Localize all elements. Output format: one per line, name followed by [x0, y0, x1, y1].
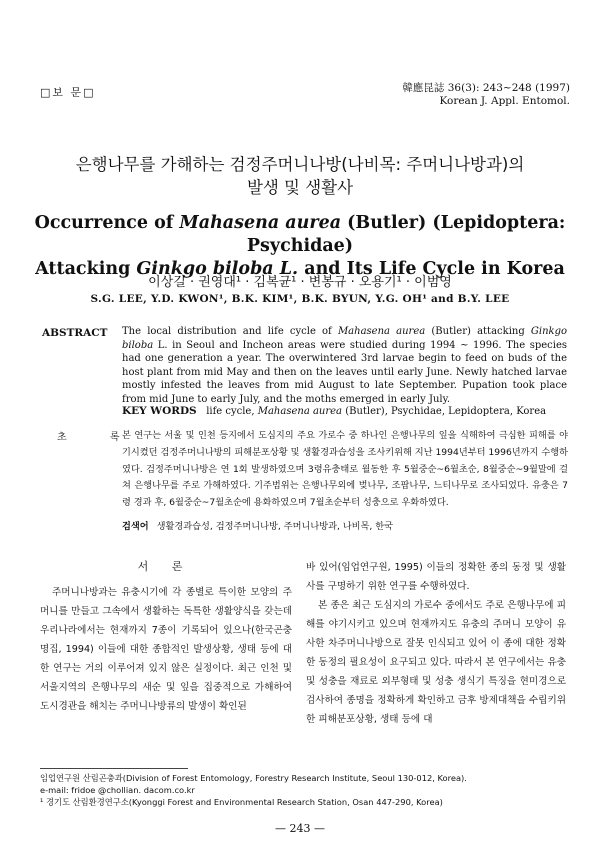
korean-title: [0, 153, 600, 199]
body-left-column: [40, 583, 292, 716]
journal-citation-line1: 韓應昆誌 36(3): 243~248 (1997): [402, 82, 570, 94]
keywords: KEY WORDS life cycle, Mahasena aurea (Butler), Psychidae, Lepidoptera, Korea: [122, 405, 547, 417]
english-title-line2: Attacking Ginkgo biloba L. and Its Life Cycle in Korea: [35, 259, 565, 279]
footnote-divider: [40, 768, 188, 769]
body-paragraph: 바 있어(임업연구원, 1995) 이들의 정확한 종의 동정 및 생활사를 구명하기 위한 연구를 수행하였다.: [306, 562, 566, 592]
korean-abstract-text: 본 연구는 서울 및 인천 등지에서 도심지의 주요 가로수 중 하나인 은행나무의 잎을 식해하여 극심한 피해를 야기시켰던 검정주머니나방의 피해분포상황 및 생활경과습성을 조사키위해 지난 1994년부터 1996년까지 수행하였다. 검정주머니나방은 연 1회 발생하였으며 3령유충태로 월동한 후 5월중순~6월초순, 8월중순~9월말에 걸쳐 은행나무를 주로 가해하였다. 기주범위는 은행나무외에 벚나무, 조팝나무, 느티나무로 조사되었다. 유충은 7령 경과 후, 6월중순~7월초순에 용화하였으며 7월초순부터 성충으로 우화하였다.: [122, 430, 568, 509]
abstract-label: ABSTRACT: [42, 327, 108, 339]
page-number: — 243 —: [275, 822, 325, 835]
korean-title-line1: 은행나무를 가해하는 검정주머니나방(나비목: 주머니나방과)의: [75, 155, 525, 174]
footnote-affiliation: 임업연구원 산림곤충과(Division of Forest Entomology, Forestry Research Institute, Seoul 130-012, Korea).: [40, 773, 467, 783]
body-right-column: [306, 558, 566, 729]
footnote-affiliation-2: ¹ 경기도 산림환경연구소(Kyonggi Forest and Environmental Research Station, Osan 447-290, Korea): [40, 797, 443, 807]
korean-keywords: 검색어 생활경과습성, 검정주머니나방, 주머니나방과, 나비목, 한국: [122, 521, 394, 532]
body-paragraph: 주머니나방과는 유충시기에 각 종별로 특이한 모양의 주머니를 만들고 그속에서 생활하는 독특한 생활양식을 갖는데 우리나라에서는 현재까지 7종이 기록되어 있으나(한국곤충명집, 1994) 이들에 대한 종합적인 발생상황, 생태 등에 대한 연구는 거의 이루어져 있지 않은 실정이다. 최근 인천 및 서울지역의 은행나무의 새순 및 잎을 집중적으로 가해하여 도시경관을 해치는 주머니나방류의 발생이 확인된: [40, 587, 292, 712]
korean-authors: 이상길 · 권영대¹ · 김복균¹ · 변봉규 · 오용기¹ · 이범영: [148, 275, 452, 290]
english-authors: S.G. LEE, Y.D. KWON¹, B.K. KIM¹, B.K. BYUN, Y.G. OH¹ and B.Y. LEE: [90, 293, 510, 305]
footnote-email: e-mail: fridoe @chollian. dacom.co.kr: [40, 785, 195, 795]
korean-title-line2: 발생 및 생활사: [246, 178, 354, 197]
article-type-label: □보 문□: [40, 86, 96, 99]
korean-abstract-label: 초 록: [57, 432, 140, 443]
section-heading-introduction: 서 론: [137, 560, 193, 573]
footnotes: [40, 772, 565, 808]
journal-citation-line2: Korean J. Appl. Entomol.: [439, 95, 570, 107]
korean-keywords-label: 검색어: [122, 521, 149, 532]
english-title-line1: Occurrence of Mahasena aurea (Butler) (Lepidoptera: Psychidae): [34, 213, 566, 256]
keywords-label: KEY WORDS: [122, 405, 197, 417]
abstract-text: The local distribution and life cycle of Mahasena aurea (Butler) attacking Ginkgo biloba L. in Seoul and Incheon areas were studied during 1994 ~ 1996. The species had one generation a year. The overwintered 3rd larvae begin to feed on buds of the host plant from mid May and then on the leaves until early June. Newly hatched larvae mostly infested the leaves from mid August to late September. Pupation took place from mid June to early July, and the moths emerged in early July.: [122, 326, 568, 405]
journal-citation: [402, 82, 570, 108]
body-paragraph: 본 종은 최근 도심지의 가로수 중에서도 주로 은행나무에 피해를 야기시키고 있으며 현재까지도 유충의 주머니 모양이 유사한 차주머니나방으로 잘못 인식되고 있어 이 종에 대한 정확한 동정의 필요성이 요구되고 있다. 따라서 본 연구에서는 유충 및 성충을 재료로 외부형태 및 성충 생식기 특징을 현미경으로 검사하여 종명을 정확하게 확인하고 금후 방제대책을 수립키위한 피해분포상황, 생태 등에 대: [306, 600, 566, 725]
